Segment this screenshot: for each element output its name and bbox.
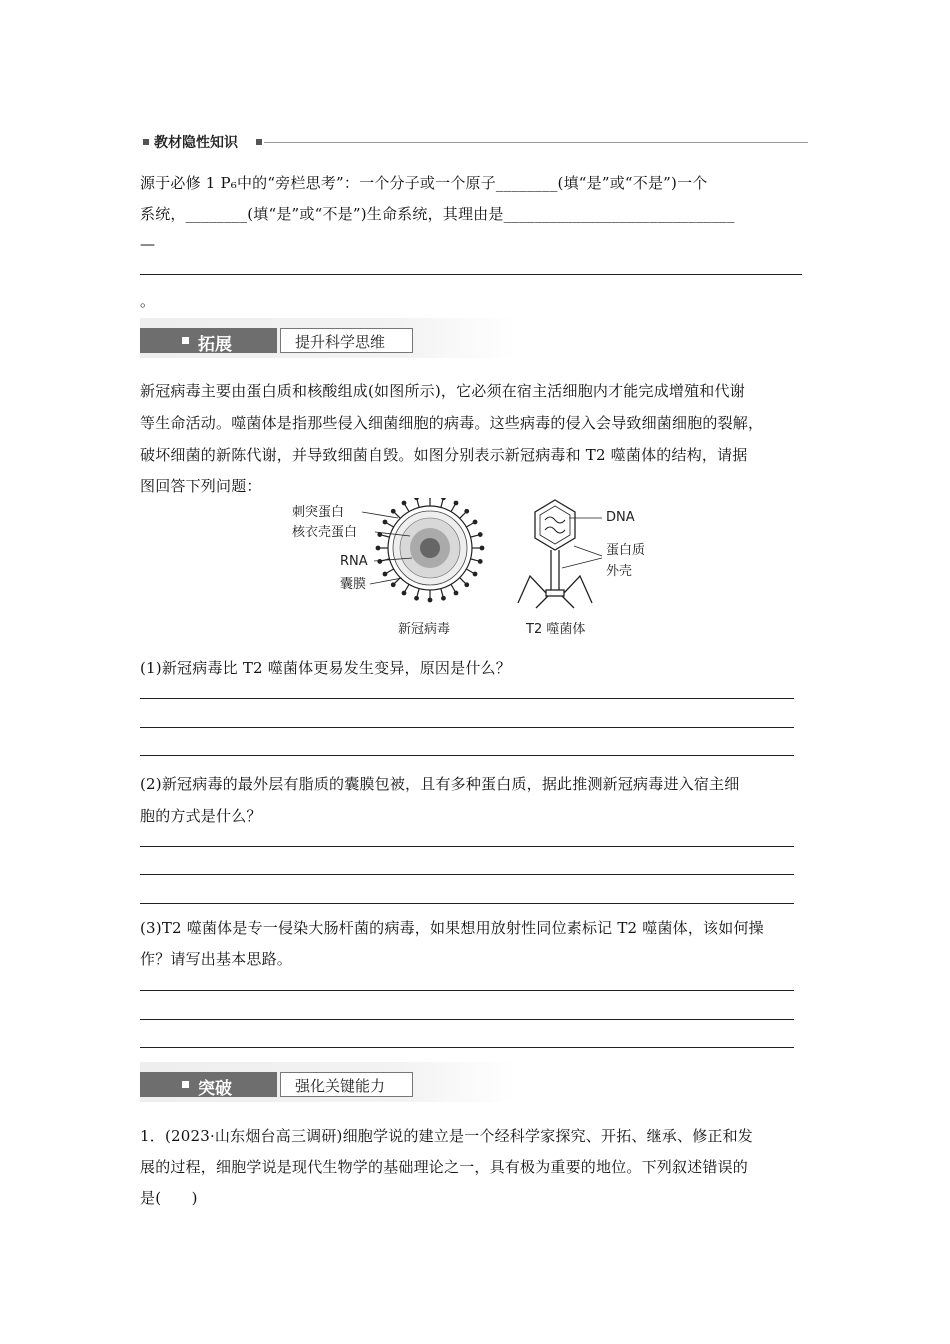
spike-head-mark bbox=[473, 572, 478, 577]
spike-protein-mark bbox=[382, 535, 390, 537]
spike-protein-mark bbox=[466, 569, 473, 573]
banner-subtitle-label: 强化关键能力 bbox=[295, 1077, 386, 1095]
spike-head-mark bbox=[383, 572, 388, 577]
spike-head-mark bbox=[454, 501, 459, 506]
spike-protein-mark bbox=[405, 584, 409, 591]
text-line: 系统，________(填“是”或“不是”)生命系统，其理由是______________________________ bbox=[140, 205, 735, 223]
virus-structure-figure bbox=[290, 498, 670, 643]
banner-tag-label: 突破 bbox=[198, 1079, 232, 1099]
spike-head-mark bbox=[391, 509, 396, 514]
label-dna: DNA bbox=[606, 510, 635, 525]
caption-covid: 新冠病毒 bbox=[398, 622, 451, 637]
spike-head-mark bbox=[478, 532, 483, 537]
banner-tag bbox=[140, 1072, 277, 1097]
label-envelope: 囊膜 bbox=[340, 577, 367, 592]
spike-protein-mark bbox=[460, 578, 466, 584]
paragraph-line: 等生命活动。噬菌体是指那些侵入细菌细胞的病毒。这些病毒的侵入会导致细菌细胞的裂解， bbox=[140, 414, 764, 432]
spike-protein-mark bbox=[417, 589, 419, 597]
item-1-cont: 是( ) bbox=[140, 1189, 198, 1207]
answer-line bbox=[140, 1019, 794, 1020]
end-mark: 。 bbox=[140, 292, 156, 310]
banner-tag bbox=[140, 328, 277, 353]
banner-subtitle bbox=[280, 1072, 413, 1097]
spike-head-mark bbox=[428, 598, 433, 603]
text-line: — bbox=[140, 235, 156, 253]
spike-head-mark bbox=[473, 520, 478, 525]
item-1: 1．(2023·山东烟台高三调研)细胞学说的建立是一个经科学家探究、开拓、继承、修正和发 bbox=[140, 1127, 753, 1145]
label-shell: 外壳 bbox=[606, 564, 633, 579]
banner-subtitle bbox=[280, 328, 413, 353]
square-bullet-icon bbox=[182, 337, 189, 344]
answer-line bbox=[140, 990, 794, 991]
banner-subtitle-label: 提升科学思维 bbox=[295, 333, 386, 351]
t2-phage-diagram bbox=[518, 500, 592, 608]
spike-protein-mark bbox=[387, 569, 394, 573]
square-bullet-icon bbox=[256, 139, 262, 145]
section-banner-breakthrough bbox=[140, 1062, 515, 1102]
question-1: (1)新冠病毒比 T2 噬菌体更易发生变异，原因是什么？ bbox=[140, 659, 511, 677]
spike-protein-mark bbox=[451, 505, 455, 512]
question-2-cont: 胞的方式是什么？ bbox=[140, 807, 262, 825]
answer-line bbox=[140, 1047, 794, 1048]
answer-line bbox=[140, 874, 794, 875]
answer-line bbox=[140, 755, 794, 756]
spike-protein-mark bbox=[417, 500, 419, 508]
spike-protein-mark bbox=[460, 513, 466, 519]
answer-line bbox=[140, 698, 794, 699]
item-1-cont: 展的过程，细胞学说是现代生物学的基础理论之一，具有极为重要的地位。下列叙述错误的 bbox=[140, 1158, 749, 1176]
square-bullet-icon bbox=[182, 1081, 189, 1088]
spike-protein-mark bbox=[471, 559, 479, 561]
question-2: (2)新冠病毒的最外层有脂质的囊膜包被，且有多种蛋白质，据此推测新冠病毒进入宿主细 bbox=[140, 775, 740, 793]
label-spike-protein: 刺突蛋白 bbox=[292, 505, 345, 520]
section-header-hidden-knowledge bbox=[140, 132, 808, 152]
question-3-cont: 作？请写出基本思路。 bbox=[140, 950, 293, 968]
spike-protein-mark bbox=[441, 589, 443, 597]
label-protein: 蛋白质 bbox=[606, 543, 646, 558]
spike-head-mark bbox=[441, 596, 446, 601]
spike-head-mark bbox=[441, 498, 446, 500]
spike-protein-mark bbox=[387, 523, 394, 527]
section-title: 教材隐性知识 bbox=[154, 135, 238, 151]
spike-protein-mark bbox=[441, 500, 443, 508]
paragraph-line: 破坏细菌的新陈代谢，并导致细菌自毁。如图分别表示新冠病毒和 T2 噬菌体的结构，请据 bbox=[140, 446, 748, 464]
spike-head-mark bbox=[464, 509, 469, 514]
caption-t2-phage: T2 噬菌体 bbox=[526, 622, 586, 637]
spike-head-mark bbox=[414, 498, 419, 500]
spike-head-mark bbox=[376, 546, 381, 551]
spike-head-mark bbox=[478, 559, 483, 564]
label-rna: RNA bbox=[340, 554, 368, 569]
square-bullet-icon bbox=[143, 139, 149, 145]
covid-virus-diagram bbox=[376, 498, 485, 602]
spike-head-mark bbox=[377, 559, 382, 564]
paragraph-line: 图回答下列问题： bbox=[140, 477, 262, 495]
text-line: 源于必修 1 P₆中的“旁栏思考”：一个分子或一个原子________(填“是”或“不是”)一个 bbox=[140, 174, 708, 192]
spike-protein-mark bbox=[466, 523, 473, 527]
section-banner-expand bbox=[140, 318, 515, 358]
spike-head-mark bbox=[414, 596, 419, 601]
spike-head-mark bbox=[464, 582, 469, 587]
spike-head-mark bbox=[480, 546, 485, 551]
answer-line bbox=[140, 903, 794, 904]
paragraph-line: 新冠病毒主要由蛋白质和核酸组成(如图所示)，它必须在宿主活细胞内才能完成增殖和代谢 bbox=[140, 382, 745, 400]
banner-tag-label: 拓展 bbox=[198, 335, 232, 355]
spike-protein-mark bbox=[471, 535, 479, 537]
spike-head-mark bbox=[383, 520, 388, 525]
spike-head-mark bbox=[402, 501, 407, 506]
answer-line bbox=[140, 727, 794, 728]
spike-protein-mark bbox=[451, 584, 455, 591]
spike-head-mark bbox=[391, 582, 396, 587]
divider bbox=[264, 142, 808, 143]
question-3: (3)T2 噬菌体是专一侵染大肠杆菌的病毒，如果想用放射性同位素标记 T2 噬菌体，该如何操 bbox=[140, 919, 764, 937]
answer-line bbox=[140, 846, 794, 847]
spike-head-mark bbox=[454, 591, 459, 596]
spike-protein-mark bbox=[405, 505, 409, 512]
answer-line bbox=[140, 274, 802, 275]
spike-head-mark bbox=[402, 591, 407, 596]
label-nucleocapsid-protein: 核衣壳蛋白 bbox=[292, 525, 358, 540]
